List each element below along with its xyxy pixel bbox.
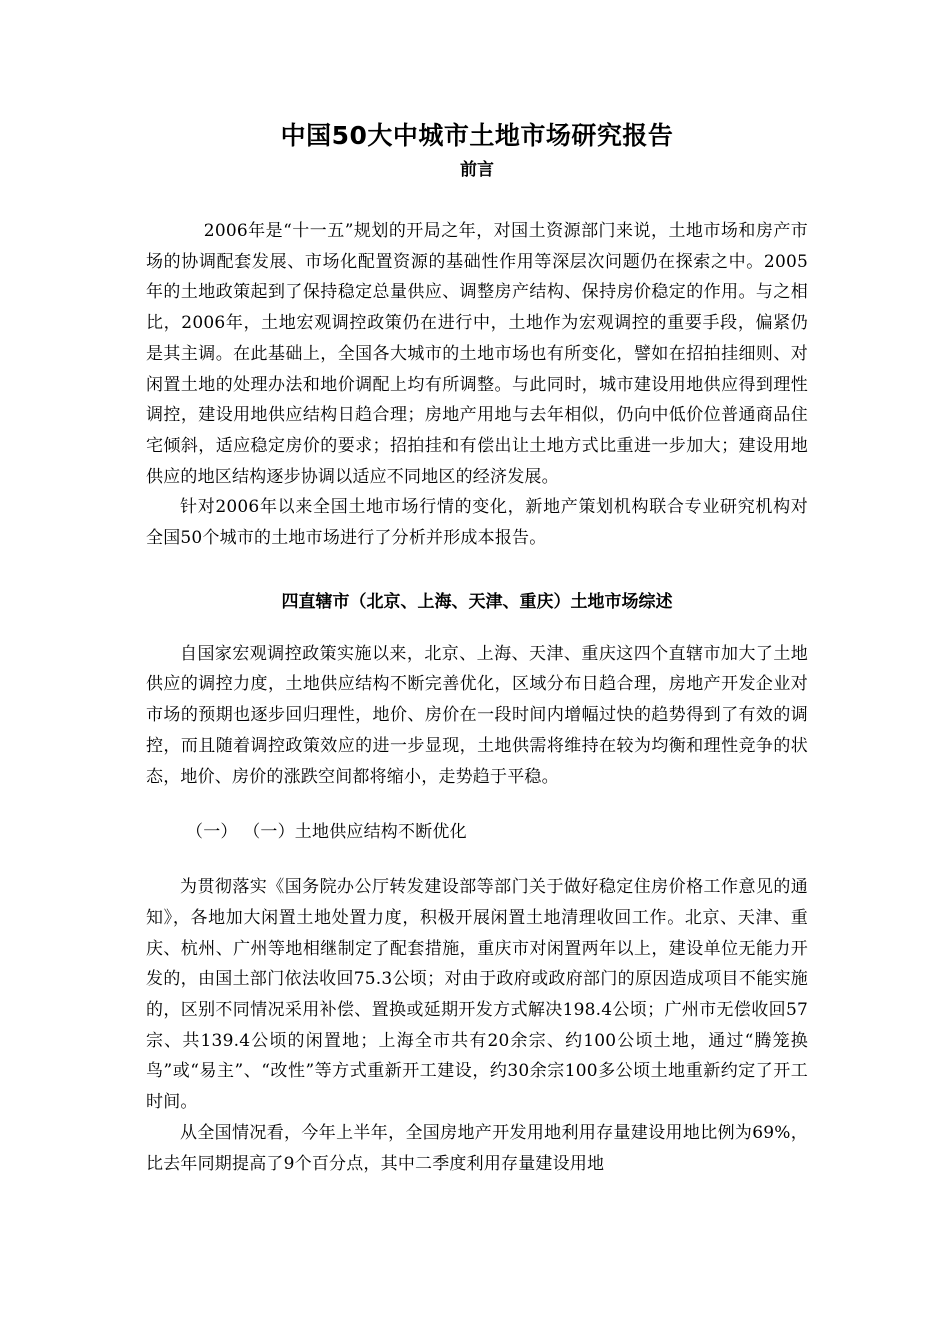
subsection-paragraph: 从全国情况看，今年上半年，全国房地产开发用地利用存量建设用地比例为69%，比去年同期提高了9个百分点，其中二季度利用存量建设用地	[146, 1122, 808, 1174]
document-title: 中国50大中城市土地市场研究报告	[280, 121, 674, 150]
preface-paragraph: 针对2006年以来全国土地市场行情的变化，新地产策划机构联合专业研究机构对全国50个城市的土地市场进行了分析并形成本报告。	[146, 497, 808, 549]
subsection-heading: （一） （一）土地供应结构不断优化	[186, 822, 467, 843]
section-heading: 四直辖市（北京、上海、天津、重庆）土地市场综述	[281, 591, 673, 612]
preface-heading: 前言	[460, 160, 494, 180]
preface-paragraph: 2006年是“十一五”规划的开局之年，对国土资源部门来说，土地市场和房产市场的协调配套发展、市场化配置资源的基础性作用等深层次问题仍在探索之中。2005年的土地政策起到了保持稳定总量供应、调整房产结构、保持房价稳定的作用。与之相比，2006年，土地宏观调控政策仍在进行中，土地作为宏观调控的重要手段，偏紧仍是其主调。在此基础上，全国各大城市的土地市场也有所变化，譬如在招拍挂细则、对闲置土地的处理办法和地价调配上均有所调整。与此同时，城市建设用地供应得到理性调控，建设用地供应结构日趋合理；房地产用地与去年相似，仍向中低价位普通商品住宅倾斜，适应稳定房价的要求；招拍挂和有偿出让土地方式比重进一步加大；建设用地供应的地区结构逐步协调以适应不同地区的经济发展。	[146, 221, 808, 487]
subsection-paragraph: 为贯彻落实《国务院办公厅转发建设部等部门关于做好稳定住房价格工作意见的通知》，各地加大闲置土地处置力度，积极开展闲置土地清理收回工作。北京、天津、重庆、杭州、广州等地相继制定了配套措施，重庆市对闲置两年以上，建设单位无能力开发的，由国土部门依法收回75.3公顷；对由于政府或政府部门的原因造成项目不能实施的，区别不同情况采用补偿、置换或延期开发方式解决198.4公顷；广州市无偿收回57宗、共139.4公顷的闲置地；上海全市共有20余宗、约100公顷土地，通过“腾笼换鸟”或“易主”、“改性”等方式重新开工建设，约30余宗100多公顷土地重新约定了开工时间。	[146, 877, 808, 1113]
document-page	[146, 118, 808, 1179]
section-paragraph: 自国家宏观调控政策实施以来，北京、上海、天津、重庆这四个直辖市加大了土地供应的调控力度，土地供应结构不断完善优化，区域分布日趋合理，房地产开发企业对市场的预期也逐步回归理性，地价、房价在一段时间内增幅过快的趋势得到了有效的调控，而且随着调控政策效应的进一步显现，土地供需将维持在较为均衡和理性竞争的状态，地价、房价的涨跌空间都将缩小，走势趋于平稳。	[146, 643, 808, 787]
